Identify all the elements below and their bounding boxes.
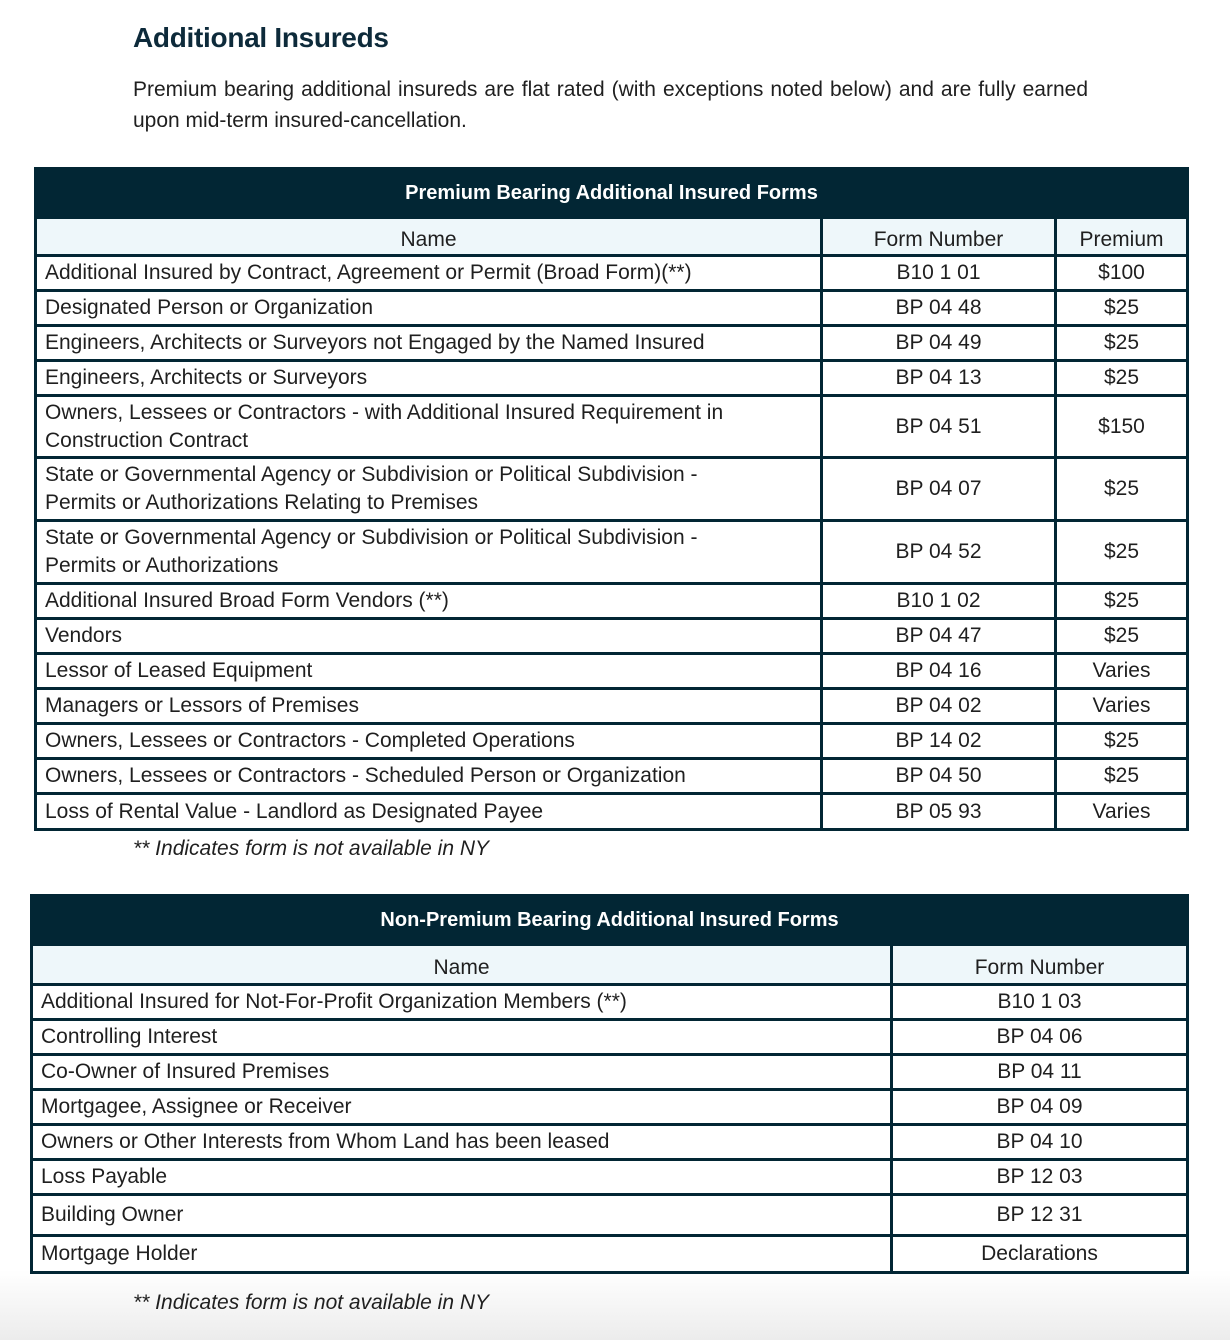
section-heading: Additional Insureds — [133, 22, 389, 53]
premium-col-premium-header: Premium — [1056, 218, 1188, 256]
row-form-number: BP 04 47 — [822, 619, 1056, 654]
table-row — [36, 654, 1188, 689]
table-row — [36, 256, 1188, 291]
row-form-number: BP 04 49 — [822, 326, 1056, 361]
row-form-number: B10 1 02 — [822, 584, 1056, 619]
row-form-number: BP 04 09 — [892, 1090, 1188, 1125]
premium-footnote: ** Indicates form is not available in NY — [133, 837, 490, 860]
row-form-number: BP 04 50 — [822, 759, 1056, 794]
row-form-number: BP 04 48 — [822, 291, 1056, 326]
row-form-number: BP 04 02 — [822, 689, 1056, 724]
table-row — [36, 584, 1188, 619]
row-name: Owners, Lessees or Contractors - Completed Operations — [36, 724, 822, 759]
row-premium: $25 — [1056, 759, 1188, 794]
row-premium: $100 — [1056, 256, 1188, 291]
row-form-number: BP 12 31 — [892, 1195, 1188, 1236]
row-form-number: BP 04 16 — [822, 654, 1056, 689]
row-name: Loss of Rental Value - Landlord as Designated Payee — [36, 794, 822, 830]
row-form-number: BP 14 02 — [822, 724, 1056, 759]
intro-paragraph: Premium bearing additional insureds are flat rated (with exceptions noted below) and are fully earned upon mid-term insured-cancellation. — [133, 78, 1088, 132]
row-name: Controlling Interest — [32, 1020, 892, 1055]
row-name: Building Owner — [32, 1195, 892, 1236]
row-premium: $25 — [1056, 521, 1188, 584]
row-premium: $25 — [1056, 458, 1188, 521]
table-row — [36, 521, 1188, 584]
table-row — [36, 458, 1188, 521]
row-name: Owners or Other Interests from Whom Land has been leased — [32, 1125, 892, 1160]
table-row — [36, 326, 1188, 361]
row-form-number: BP 04 07 — [822, 458, 1056, 521]
table-row — [32, 1090, 1188, 1125]
row-premium: Varies — [1056, 689, 1188, 724]
row-name: Vendors — [36, 619, 822, 654]
row-name: Engineers, Architects or Surveyors not Engaged by the Named Insured — [36, 326, 822, 361]
row-name: Additional Insured Broad Form Vendors (**) — [36, 584, 822, 619]
row-form-number: BP 04 52 — [822, 521, 1056, 584]
non-premium-forms-table — [30, 894, 1189, 1274]
row-name: Owners, Lessees or Contractors - with Additional Insured Requirement in Construction Contract — [36, 396, 822, 458]
row-name: Mortgagee, Assignee or Receiver — [32, 1090, 892, 1125]
non-premium-col-form-header: Form Number — [892, 945, 1188, 985]
table-row — [32, 1055, 1188, 1090]
row-name: Additional Insured for Not-For-Profit Organization Members (**) — [32, 985, 892, 1020]
premium-table-title: Premium Bearing Additional Insured Forms — [36, 169, 1188, 218]
row-name: Lessor of Leased Equipment — [36, 654, 822, 689]
table-row — [36, 724, 1188, 759]
row-form-number: BP 04 11 — [892, 1055, 1188, 1090]
premium-forms-table — [34, 167, 1189, 831]
premium-col-name-header: Name — [36, 218, 822, 256]
row-premium: Varies — [1056, 794, 1188, 830]
row-premium: $25 — [1056, 326, 1188, 361]
row-premium: $25 — [1056, 619, 1188, 654]
row-form-number: BP 05 93 — [822, 794, 1056, 830]
row-form-number: BP 04 06 — [892, 1020, 1188, 1055]
row-form-number: BP 12 03 — [892, 1160, 1188, 1195]
table-row — [36, 759, 1188, 794]
table-row — [36, 361, 1188, 396]
table-row — [36, 689, 1188, 724]
table-row — [32, 1160, 1188, 1195]
non-premium-table-title: Non-Premium Bearing Additional Insured Forms — [32, 896, 1188, 945]
table-row — [32, 1195, 1188, 1236]
row-name: Owners, Lessees or Contractors - Scheduled Person or Organization — [36, 759, 822, 794]
row-premium: $25 — [1056, 291, 1188, 326]
row-name: Additional Insured by Contract, Agreement or Permit (Broad Form)(**) — [36, 256, 822, 291]
table-row — [36, 794, 1188, 830]
table-row — [32, 1020, 1188, 1055]
row-form-number: BP 04 10 — [892, 1125, 1188, 1160]
row-name: Engineers, Architects or Surveyors — [36, 361, 822, 396]
row-form-number: B10 1 03 — [892, 985, 1188, 1020]
table-row — [36, 619, 1188, 654]
row-form-number: BP 04 51 — [822, 396, 1056, 458]
row-name: Co-Owner of Insured Premises — [32, 1055, 892, 1090]
row-form-number: BP 04 13 — [822, 361, 1056, 396]
non-premium-col-name-header: Name — [32, 945, 892, 985]
table-row — [32, 985, 1188, 1020]
row-name: State or Governmental Agency or Subdivision or Political Subdivision - Permits or Authorizations Relating to Premises — [36, 458, 822, 521]
table-row — [32, 1125, 1188, 1160]
row-name: Loss Payable — [32, 1160, 892, 1195]
row-name: State or Governmental Agency or Subdivision or Political Subdivision - Permits or Authorizations — [36, 521, 822, 584]
table-row — [36, 291, 1188, 326]
row-name: Mortgage Holder — [32, 1236, 892, 1273]
table-row — [32, 1236, 1188, 1273]
row-form-number: B10 1 01 — [822, 256, 1056, 291]
row-premium: $25 — [1056, 584, 1188, 619]
row-name: Managers or Lessors of Premises — [36, 689, 822, 724]
row-premium: $25 — [1056, 724, 1188, 759]
row-premium: $25 — [1056, 361, 1188, 396]
row-premium: $150 — [1056, 396, 1188, 458]
premium-col-form-header: Form Number — [822, 218, 1056, 256]
row-premium: Varies — [1056, 654, 1188, 689]
row-form-number: Declarations — [892, 1236, 1188, 1273]
non-premium-footnote: ** Indicates form is not available in NY — [133, 1291, 490, 1314]
table-row — [36, 396, 1188, 458]
row-name: Designated Person or Organization — [36, 291, 822, 326]
